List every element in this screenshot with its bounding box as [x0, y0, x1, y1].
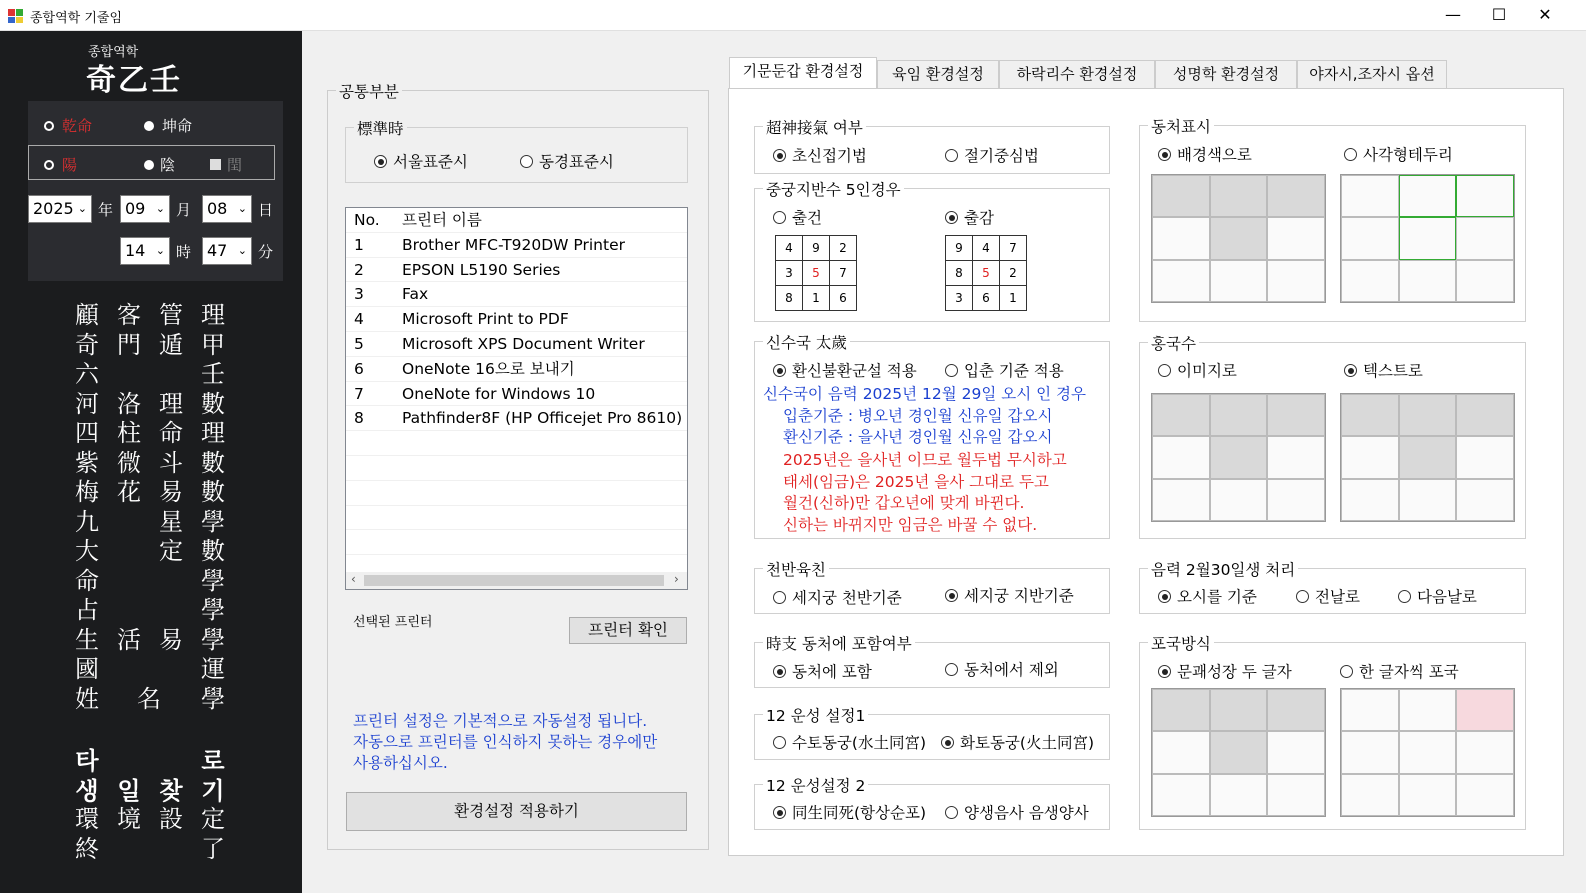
menu-char[interactable]: 理: [201, 419, 225, 447]
chaoshen-radio-a[interactable]: 초신접기법: [773, 144, 867, 166]
hongguk-group: [1139, 335, 1526, 539]
center-five-group: [754, 181, 1110, 322]
shizhi-radio-a[interactable]: 동처에 포함: [773, 660, 872, 682]
square-cell: 4: [973, 236, 1000, 261]
menu-char[interactable]: 環: [75, 805, 99, 833]
menu-char[interactable]: [134, 331, 164, 361]
gender-male-radio[interactable]: 乾命: [44, 115, 92, 136]
yin-radio[interactable]: 陰: [144, 154, 175, 175]
seoul-time-radio[interactable]: 서울표준시: [374, 150, 468, 172]
unseong1-radio-a[interactable]: 수토동궁(水土同宮): [773, 731, 926, 753]
note-line: 태세(임금)은 2025년 을사 그대로 두고: [783, 472, 1049, 491]
menu-char[interactable]: 로: [201, 746, 225, 775]
note-line: 프린터 설정은 기본적으로 자동설정 됩니다.: [353, 712, 648, 730]
printer-no: 1: [354, 235, 364, 254]
menu-char[interactable]: [134, 537, 164, 567]
menu-char[interactable]: 易: [159, 625, 183, 654]
unseong2-radio-a[interactable]: 同生同死(항상순포): [773, 801, 926, 823]
scrollbar-thumb[interactable]: [364, 575, 664, 586]
menu-char[interactable]: 微: [117, 448, 141, 477]
square-cell: 4: [776, 236, 803, 261]
menu-char[interactable]: [134, 478, 164, 508]
bottom-menu-column[interactable]: [156, 746, 186, 864]
feb30-radio-c[interactable]: 다음날로: [1398, 585, 1477, 607]
example-line: 신수국이 음력 2025년 12월 29일 오시 인 경우: [763, 385, 1087, 403]
menu-char[interactable]: 數: [201, 389, 225, 418]
group-title: 時支 동처에 포함여부: [763, 632, 915, 654]
printer-no: 8: [354, 409, 364, 428]
square-cell: 2: [830, 236, 857, 261]
yang-radio[interactable]: 陽: [44, 154, 77, 175]
feb30-radio-b[interactable]: 전날로: [1296, 585, 1360, 607]
example-line: 입춘기준 : 병오년 경인월 신유일 갑오시: [783, 406, 1053, 425]
liuqin-radio-a[interactable]: 세지궁 천반기준: [773, 586, 902, 608]
menu-char[interactable]: 終: [75, 834, 99, 863]
square-cell: 3: [946, 286, 973, 311]
menu-char[interactable]: 河: [75, 389, 99, 418]
gender-female-radio[interactable]: 坤命: [144, 115, 192, 136]
day-select[interactable]: 08 ⌄: [202, 195, 252, 223]
menu-char[interactable]: 占: [75, 596, 99, 624]
chart-thumbnail: [1151, 393, 1326, 522]
taisui-group: [754, 334, 1110, 539]
month-unit: 月: [176, 201, 192, 219]
menu-char[interactable]: 斗: [159, 448, 183, 477]
magic-square-b: [945, 235, 1027, 311]
menu-char[interactable]: 定: [201, 805, 225, 833]
unseong2-radio-b[interactable]: 양생음사 음생양사: [945, 801, 1089, 823]
minute-unit: 分: [258, 243, 274, 261]
menu-char[interactable]: 花: [117, 478, 141, 506]
feb30-radio-a[interactable]: 오시를 기준: [1158, 585, 1257, 607]
scroll-left-icon[interactable]: ‹: [351, 572, 356, 586]
minute-select[interactable]: 47 ⌄: [202, 237, 252, 265]
square-cell: 6: [830, 286, 857, 311]
printer-name: Pathfinder8F (HP Officejet Pro 8610): [402, 409, 683, 428]
year-select[interactable]: 2025 ⌄: [28, 195, 92, 223]
tab-liuren[interactable]: 육임 환경설정: [877, 60, 999, 88]
tab-naming[interactable]: 성명학 환경설정: [1155, 60, 1297, 88]
table-row[interactable]: [346, 307, 687, 332]
chaoshen-group: [754, 119, 1110, 174]
menu-char[interactable]: [114, 746, 144, 776]
menu-char[interactable]: [134, 655, 164, 685]
menu-char[interactable]: [134, 360, 164, 390]
menu-char[interactable]: 理: [159, 389, 183, 418]
menu-char[interactable]: 門: [117, 330, 141, 359]
menu-char[interactable]: 學: [201, 684, 225, 713]
dongcheo-radio-a[interactable]: 배경색으로: [1158, 143, 1252, 165]
printer-check-button[interactable]: 프린터 확인: [569, 617, 687, 644]
square-cell: 1: [803, 286, 830, 311]
group-title: 동처표시: [1148, 115, 1214, 137]
square-cell: 3: [776, 261, 803, 286]
printer-list[interactable]: [345, 207, 688, 590]
minimize-button[interactable]: —: [1445, 5, 1461, 24]
menu-char[interactable]: 甲: [201, 330, 225, 359]
std-time-group: [345, 120, 688, 183]
bottom-menu: [72, 746, 237, 866]
table-row[interactable]: [346, 382, 687, 407]
menu-char[interactable]: 理: [201, 301, 225, 329]
menu-char[interactable]: 星: [159, 507, 183, 536]
poguk-group: [1139, 635, 1526, 830]
printer-name: OneNote for Windows 10: [402, 384, 596, 403]
menu-column: [198, 301, 228, 714]
menu-char[interactable]: 客: [117, 301, 141, 329]
printer-no: 7: [354, 384, 364, 403]
note-line: 사용하십시오.: [353, 754, 448, 772]
note-line: 자동으로 프린터를 인식하지 못하는 경우에만: [353, 733, 658, 751]
menu-char[interactable]: 數: [201, 537, 225, 565]
chart-thumbnail: [1340, 174, 1515, 303]
tab-haraksu[interactable]: 하락리수 환경설정: [999, 60, 1155, 88]
std-time-title: 標準時: [354, 117, 407, 139]
menu-char[interactable]: 타: [75, 746, 99, 775]
printer-name: Microsoft XPS Document Writer: [402, 334, 645, 353]
app-icon: [8, 7, 24, 23]
unseong1-group: [754, 707, 1110, 760]
menu-char[interactable]: 數: [201, 448, 225, 477]
square-cell: 5: [973, 261, 1000, 286]
common-title: 공통부분: [336, 80, 402, 102]
example-line: 환신기준 : 을사년 경인월 신유일 갑오시: [783, 428, 1053, 446]
poguk-radio-a[interactable]: 문괘성장 두 글자: [1158, 660, 1292, 682]
logo-subtitle: 종합역학: [88, 45, 139, 60]
menu-char[interactable]: [134, 567, 164, 597]
title-bar: [0, 0, 1586, 31]
selected-printer-label: 선택된 프린터: [353, 615, 433, 630]
shizhi-group: [754, 635, 1110, 688]
menu-char[interactable]: 活: [117, 625, 141, 654]
close-button[interactable]: ✕: [1538, 5, 1552, 24]
printer-no: 2: [354, 260, 364, 279]
menu-char[interactable]: 管: [159, 301, 183, 329]
table-row[interactable]: [346, 357, 687, 382]
menu-column: [72, 301, 102, 714]
taisui-radio-a[interactable]: 환신불환군설 적용: [773, 359, 917, 381]
table-row[interactable]: [346, 481, 687, 506]
menu-char[interactable]: 九: [75, 507, 99, 536]
menu-char[interactable]: [134, 626, 164, 656]
magic-square-a: [775, 235, 857, 311]
group-title: 12 운성 설정1: [763, 704, 868, 726]
center-five-radio-b[interactable]: 출감: [945, 206, 994, 228]
menu-char[interactable]: 定: [159, 537, 183, 565]
printer-name: Microsoft Print to PDF: [402, 310, 569, 329]
menu-char[interactable]: 梅: [75, 478, 99, 506]
scroll-right-icon[interactable]: ›: [674, 572, 679, 586]
group-title: 12 운성설정 2: [763, 774, 868, 796]
group-title: 천반육친: [763, 558, 829, 580]
square-cell: 2: [1000, 261, 1027, 286]
chevron-down-icon: ⌄: [237, 202, 247, 215]
hour-select[interactable]: 14 ⌄: [120, 237, 170, 265]
menu-char[interactable]: [134, 390, 164, 420]
bottom-menu-column[interactable]: [72, 746, 102, 864]
taisui-example: [763, 384, 1086, 449]
menu-char[interactable]: 易: [159, 478, 183, 506]
liuqin-group: [754, 561, 1110, 614]
hour-unit: 時: [176, 243, 192, 261]
table-row[interactable]: [346, 456, 687, 481]
taisui-radio-b[interactable]: 입춘 기준 적용: [945, 359, 1064, 381]
square-cell: 5: [803, 261, 830, 286]
table-row[interactable]: [346, 258, 687, 283]
tab-qimen[interactable]: 기문둔갑 환경설정: [729, 57, 877, 89]
center-five-radio-a[interactable]: 출건: [773, 206, 822, 228]
chart-thumbnail: [1151, 688, 1326, 817]
printer-name: Brother MFC-T920DW Printer: [402, 235, 625, 254]
chevron-down-icon: ⌄: [155, 244, 165, 257]
menu-columns: [72, 301, 237, 721]
square-cell: 8: [776, 286, 803, 311]
unseong2-group: [754, 777, 1110, 830]
month-select[interactable]: 09 ⌄: [120, 195, 170, 223]
table-row[interactable]: [346, 332, 687, 357]
menu-char[interactable]: 奇: [75, 330, 99, 359]
bottom-menu-column[interactable]: [114, 746, 144, 864]
menu-char[interactable]: 遁: [159, 330, 183, 359]
menu-char[interactable]: [134, 596, 164, 626]
menu-char[interactable]: 壬: [201, 360, 225, 388]
day-unit: 日: [258, 201, 274, 219]
menu-char[interactable]: [134, 419, 164, 449]
menu-char[interactable]: 學: [201, 507, 225, 536]
square-cell: 9: [946, 236, 973, 261]
group-title: 포국방식: [1148, 632, 1214, 654]
group-title: 중궁지반수 5인경우: [763, 178, 904, 200]
unseong1-radio-b[interactable]: 화토동궁(火土同宮): [941, 731, 1094, 753]
menu-char[interactable]: [114, 835, 144, 865]
column-no[interactable]: No.: [354, 211, 380, 229]
hongguk-radio-a[interactable]: 이미지로: [1158, 359, 1237, 381]
tokyo-time-radio[interactable]: 동경표준시: [520, 150, 614, 172]
square-cell: 7: [830, 261, 857, 286]
maximize-button[interactable]: ☐: [1491, 5, 1507, 24]
shizhi-radio-b[interactable]: 동처에서 제외: [945, 658, 1059, 680]
menu-char[interactable]: 四: [75, 419, 99, 447]
group-title: 신수국 太歲: [763, 331, 850, 353]
menu-char[interactable]: 六: [75, 360, 99, 388]
menu-char[interactable]: 생: [75, 775, 99, 805]
menu-char[interactable]: 學: [201, 625, 225, 654]
leap-checkbox[interactable]: 閏: [210, 154, 242, 175]
note-line: 2025년은 을사년 이므로 월두법 무시하고: [783, 451, 1067, 469]
dongcheo-radio-b[interactable]: 사각형테두리: [1344, 143, 1453, 165]
menu-char[interactable]: 數: [201, 478, 225, 506]
menu-char[interactable]: 學: [201, 566, 225, 595]
chevron-down-icon: ⌄: [237, 244, 247, 257]
menu-char[interactable]: 姓: [75, 684, 99, 713]
menu-char[interactable]: 境: [117, 805, 141, 833]
table-row[interactable]: [346, 282, 687, 307]
menu-char[interactable]: [156, 835, 186, 865]
printer-no: 4: [354, 310, 364, 329]
printer-no: 6: [354, 359, 364, 378]
printer-no: 3: [354, 285, 364, 304]
menu-char[interactable]: [134, 449, 164, 479]
printer-name: Fax: [402, 285, 429, 304]
menu-char[interactable]: 國: [75, 655, 99, 683]
horizontal-scrollbar[interactable]: [346, 572, 687, 589]
menu-char[interactable]: 기: [201, 775, 225, 805]
menu-char[interactable]: [134, 508, 164, 538]
chevron-down-icon: ⌄: [155, 202, 165, 215]
printer-name: EPSON L5190 Series: [402, 260, 561, 279]
feb30-group: [1139, 561, 1526, 614]
menu-char[interactable]: 찾: [159, 775, 183, 805]
menu-char[interactable]: 顧: [75, 301, 99, 329]
group-title: 홍국수: [1148, 332, 1199, 354]
menu-char[interactable]: 洛: [117, 389, 141, 418]
menu-char[interactable]: 生: [75, 625, 99, 654]
square-cell: 9: [803, 236, 830, 261]
table-row[interactable]: [346, 530, 687, 555]
dongcheo-group: [1139, 118, 1526, 322]
chart-thumbnail: [1340, 393, 1515, 522]
window-title: 종합역학 기줄임: [30, 11, 123, 26]
list-header: [346, 208, 687, 233]
menu-char[interactable]: 運: [201, 655, 225, 683]
menu-char[interactable]: 命: [159, 419, 183, 447]
square-cell: 1: [1000, 286, 1027, 311]
menu-char[interactable]: 了: [201, 834, 225, 863]
chart-thumbnail: [1151, 174, 1326, 303]
menu-char[interactable]: 일: [117, 775, 141, 805]
table-row[interactable]: [346, 233, 687, 258]
column-printer-name[interactable]: 프린터 이름: [402, 211, 482, 229]
menu-char[interactable]: 大: [75, 537, 99, 565]
group-title: 超神接氣 여부: [763, 116, 866, 138]
note-line: 월건(신하)만 갑오년에 맞게 바뀐다.: [783, 494, 1025, 512]
table-row[interactable]: [346, 406, 687, 431]
menu-char[interactable]: 設: [159, 805, 183, 833]
sidebar: [0, 31, 302, 893]
square-cell: 6: [973, 286, 1000, 311]
menu-char[interactable]: 柱: [117, 419, 141, 447]
poguk-radio-b[interactable]: 한 글자씩 포국: [1340, 660, 1459, 682]
table-row[interactable]: [346, 431, 687, 456]
chart-thumbnail: [1340, 688, 1515, 817]
square-cell: 7: [1000, 236, 1027, 261]
logo: 奇乙壬: [86, 63, 182, 98]
square-cell: 8: [946, 261, 973, 286]
note-line: 신하는 바뀌지만 임금은 바꿀 수 없다.: [783, 515, 1038, 534]
menu-char[interactable]: 學: [201, 596, 225, 624]
bottom-menu-column[interactable]: [198, 746, 228, 864]
year-unit: 年: [98, 201, 114, 219]
menu-char[interactable]: 命: [75, 566, 99, 595]
printer-note: [353, 711, 657, 774]
menu-char[interactable]: [134, 301, 164, 331]
apply-settings-button[interactable]: 환경설정 적용하기: [346, 792, 687, 831]
liuqin-radio-b[interactable]: 세지궁 지반기준: [945, 584, 1074, 606]
chaoshen-radio-b[interactable]: 절기중심법: [945, 144, 1039, 166]
hongguk-radio-b[interactable]: 텍스트로: [1344, 359, 1423, 381]
printer-name: OneNote 16으로 보내기: [402, 359, 575, 378]
taisui-note: [783, 450, 1067, 536]
menu-char[interactable]: [156, 746, 186, 776]
menu-char[interactable]: 名: [137, 684, 161, 713]
menu-column: [134, 301, 164, 714]
chevron-down-icon: ⌄: [77, 202, 87, 215]
group-title: 음력 2월30일생 처리: [1148, 558, 1298, 580]
tab-night-hour[interactable]: 야자시,조자시 옵션: [1297, 60, 1447, 88]
printer-no: 5: [354, 334, 364, 353]
menu-char[interactable]: 紫: [75, 448, 99, 477]
table-row[interactable]: [346, 506, 687, 531]
